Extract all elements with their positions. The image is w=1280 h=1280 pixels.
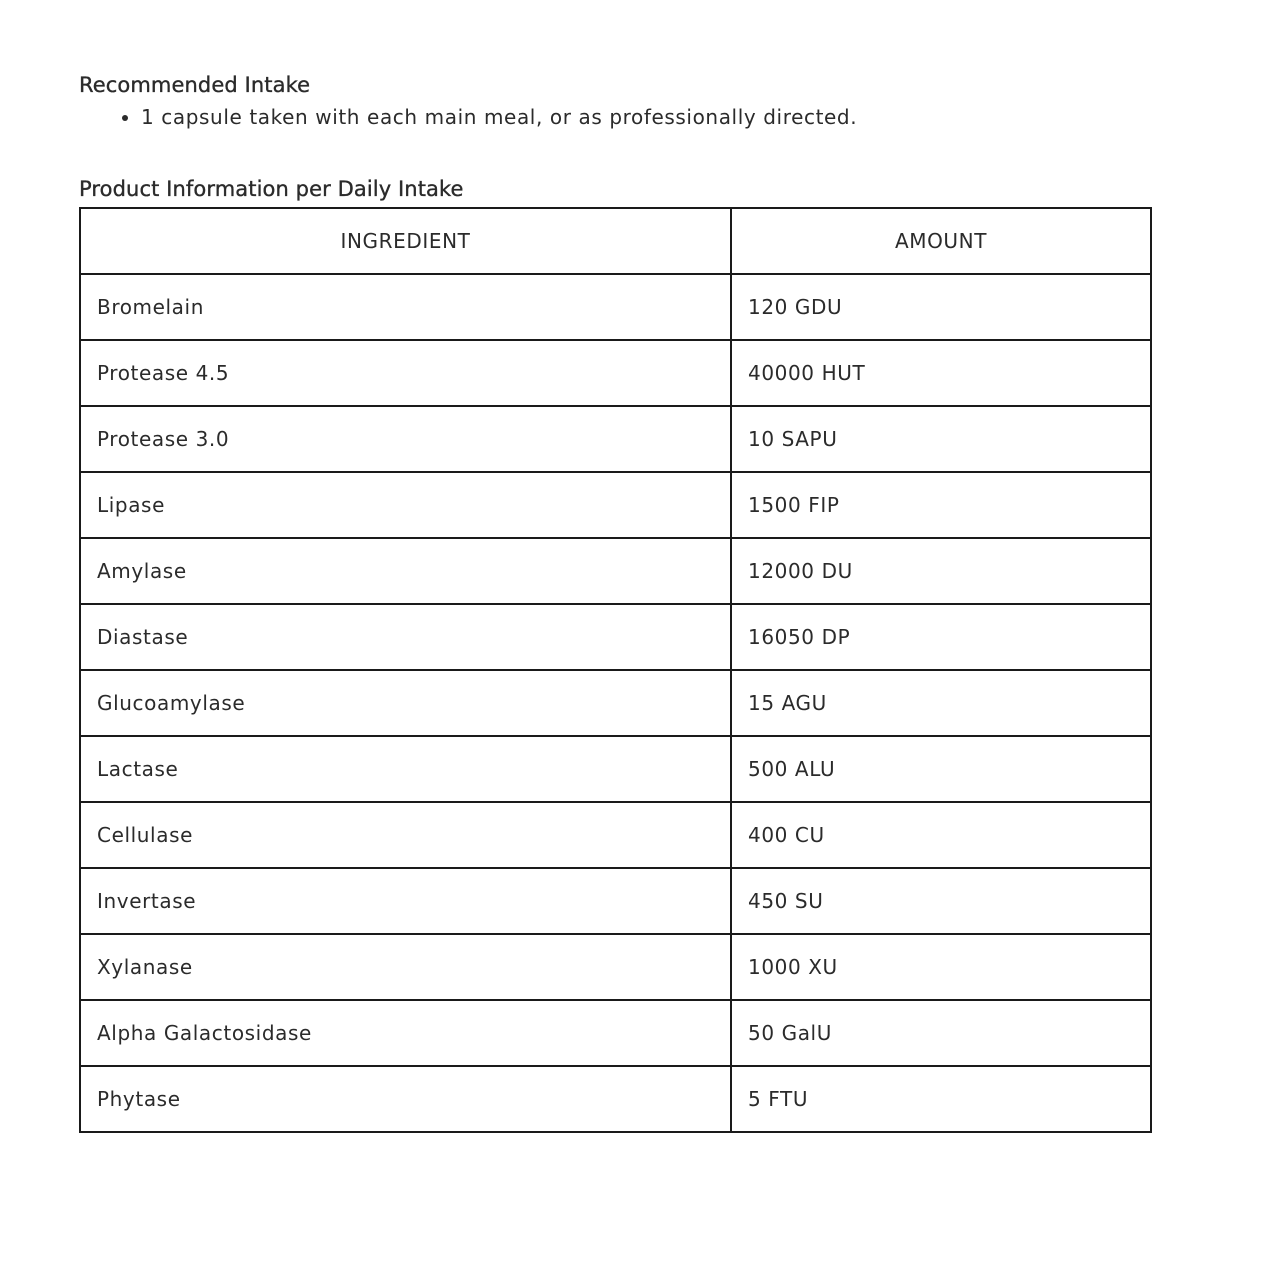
- table-row: [80, 538, 1151, 604]
- ingredient-cell: Lipase: [80, 472, 731, 538]
- ingredient-cell: Glucoamylase: [80, 670, 731, 736]
- table-row: [80, 340, 1151, 406]
- amount-cell: 10 SAPU: [731, 406, 1151, 472]
- table-body: [80, 274, 1151, 1132]
- ingredient-cell: Xylanase: [80, 934, 731, 1000]
- amount-cell: 500 ALU: [731, 736, 1151, 802]
- table-row: [80, 868, 1151, 934]
- ingredient-cell: Bromelain: [80, 274, 731, 340]
- table-row: [80, 472, 1151, 538]
- table-row: [80, 274, 1151, 340]
- ingredient-cell: Alpha Galactosidase: [80, 1000, 731, 1066]
- amount-cell: 16050 DP: [731, 604, 1151, 670]
- ingredient-cell: Protease 4.5: [80, 340, 731, 406]
- ingredient-cell: Diastase: [80, 604, 731, 670]
- ingredient-cell: Lactase: [80, 736, 731, 802]
- ingredient-cell: Amylase: [80, 538, 731, 604]
- ingredient-cell: Invertase: [80, 868, 731, 934]
- ingredient-cell: Phytase: [80, 1066, 731, 1132]
- product-information-heading: Product Information per Daily Intake: [79, 177, 464, 201]
- ingredient-cell: Cellulase: [80, 802, 731, 868]
- table-header-row: [80, 208, 1151, 274]
- amount-cell: 1000 XU: [731, 934, 1151, 1000]
- table-row: [80, 670, 1151, 736]
- ingredient-cell: Protease 3.0: [80, 406, 731, 472]
- amount-cell: 400 CU: [731, 802, 1151, 868]
- amount-cell: 120 GDU: [731, 274, 1151, 340]
- ingredient-column-header: INGREDIENT: [80, 208, 731, 274]
- table-row: [80, 406, 1151, 472]
- amount-cell: 450 SU: [731, 868, 1151, 934]
- table-row: [80, 1066, 1151, 1132]
- amount-cell: 12000 DU: [731, 538, 1151, 604]
- table-row: [80, 934, 1151, 1000]
- table-row: [80, 1000, 1151, 1066]
- table-row: [80, 736, 1151, 802]
- table-row: [80, 604, 1151, 670]
- intake-list: [79, 105, 857, 129]
- recommended-intake-heading: Recommended Intake: [79, 73, 311, 97]
- amount-cell: 15 AGU: [731, 670, 1151, 736]
- intake-item: • 1 capsule taken with each main meal, or as professionally directed.: [141, 105, 857, 129]
- amount-cell: 50 GalU: [731, 1000, 1151, 1066]
- ingredient-table: [79, 207, 1152, 1133]
- table-row: [80, 802, 1151, 868]
- amount-column-header: AMOUNT: [731, 208, 1151, 274]
- amount-cell: 1500 FIP: [731, 472, 1151, 538]
- amount-cell: 40000 HUT: [731, 340, 1151, 406]
- amount-cell: 5 FTU: [731, 1066, 1151, 1132]
